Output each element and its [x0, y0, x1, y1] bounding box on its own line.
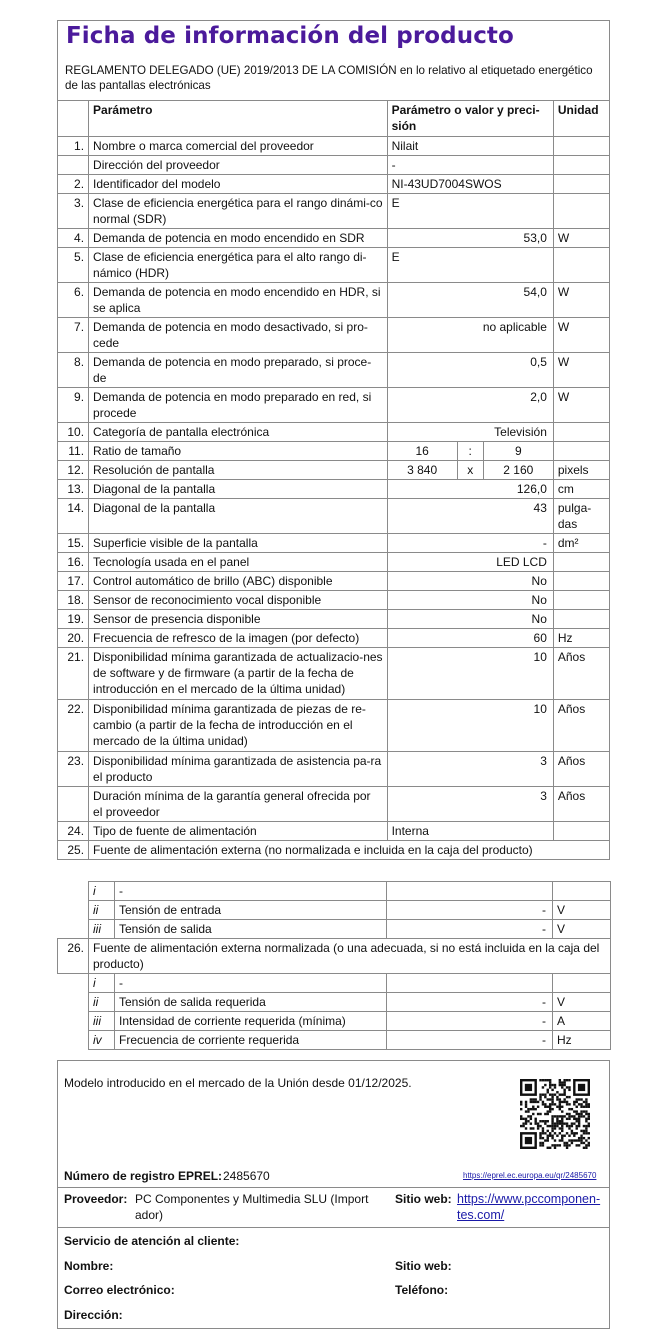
row-unit: [553, 175, 609, 194]
table-row: [58, 700, 610, 752]
row-parameter: Clase de eficiencia energética para el alto rango di-námico (HDR): [89, 248, 388, 283]
table-row: [58, 229, 610, 248]
row-number: 24.: [58, 822, 89, 841]
sub-row-roman: ii: [89, 993, 115, 1012]
sub-row-value: -: [387, 901, 553, 920]
table-row: [58, 318, 610, 353]
row-number: 21.: [58, 648, 89, 700]
header-parameter: Parámetro: [89, 101, 388, 137]
row-parameter: Demanda de potencia en modo encendido en SDR: [89, 229, 388, 248]
row-indent: [58, 993, 89, 1012]
row-unit: [553, 156, 609, 175]
sub-row-roman: i: [89, 882, 115, 901]
row-value: 53,0: [387, 229, 553, 248]
row-value: No: [387, 610, 553, 629]
table-row: [58, 553, 610, 572]
website-label: Sitio web:: [395, 1192, 452, 1206]
row-number: 22.: [58, 700, 89, 752]
table-row: [58, 591, 610, 610]
sub-row-unit: V: [553, 993, 611, 1012]
sub-row: [58, 974, 611, 993]
row-parameter: Demanda de potencia en modo encendido en HDR, si se aplica: [89, 283, 388, 318]
table-row: [58, 388, 610, 423]
row-number: 10.: [58, 423, 89, 442]
sub-row-value: -: [387, 1012, 553, 1031]
regulation-subtitle: REGLAMENTO DELEGADO (UE) 2019/2013 DE LA COMISIÓN en lo relativo al etiquetado energético de las pantallas electrónicas: [65, 64, 593, 92]
sub-row: [58, 882, 611, 901]
row-unit: W: [553, 318, 609, 353]
sub-row: [58, 993, 611, 1012]
row-number: 3.: [58, 194, 89, 229]
row-parameter: Frecuencia de refresco de la imagen (por defecto): [89, 629, 388, 648]
eprel-number: 2485670: [223, 1169, 270, 1183]
eprel-footer: [57, 1060, 610, 1329]
row-parameter: Control automático de brillo (ABC) disponible: [89, 572, 388, 591]
row-unit: [553, 610, 609, 629]
sub-row-roman: iii: [89, 1012, 115, 1031]
sub-row-parameter: Frecuencia de corriente requerida: [115, 1031, 387, 1050]
row-indent: [58, 974, 89, 993]
row-number: 12.: [58, 461, 89, 480]
table-row: [58, 787, 610, 822]
sub-row-parameter: Tensión de salida requerida: [115, 993, 387, 1012]
row-value: Nilait: [387, 137, 553, 156]
row-unit: pulga-das: [553, 499, 609, 534]
row-value-a: 16: [387, 442, 457, 461]
table-row: [58, 442, 610, 461]
sub-row: [58, 920, 611, 939]
row-parameter: Clase de eficiencia energética para el rango dinámi-co normal (SDR): [89, 194, 388, 229]
market-date-text: Modelo introducido en el mercado de la Unión desde 01/12/2025.: [64, 1076, 412, 1090]
sub-row-unit: [553, 974, 611, 993]
row-parameter: Sensor de reconocimiento vocal disponible: [89, 591, 388, 610]
website-link[interactable]: https://www.pccomponen-tes.com/: [457, 1192, 601, 1222]
row-parameter: Resolución de pantalla: [89, 461, 388, 480]
row-value: 126,0: [387, 480, 553, 499]
row-parameter: Nombre o marca comercial del proveedor: [89, 137, 388, 156]
row-unit: cm: [553, 480, 609, 499]
table-row: [58, 752, 610, 787]
row-number: 5.: [58, 248, 89, 283]
row-unit: [553, 248, 609, 283]
sub-row-value: -: [387, 920, 553, 939]
parameters-table: [57, 100, 610, 860]
row-parameter: Demanda de potencia en modo preparado en red, si procede: [89, 388, 388, 423]
row-value: Televisión: [387, 423, 553, 442]
row-unit: Años: [553, 787, 609, 822]
sub-row-parameter: -: [115, 882, 387, 901]
row-value: -: [387, 156, 553, 175]
row-unit: [553, 572, 609, 591]
row-number: 26.: [58, 939, 89, 974]
eprel-link[interactable]: https://eprel.ec.europa.eu/qr/2485670: [463, 1171, 597, 1180]
sub-row-parameter: Tensión de salida: [115, 920, 387, 939]
table-row: [58, 283, 610, 318]
row-value: -: [387, 534, 553, 553]
row-unit: Años: [553, 752, 609, 787]
row-unit: [553, 822, 609, 841]
name-label: Nombre:: [64, 1259, 114, 1273]
row-unit: Hz: [553, 629, 609, 648]
row-parameter: Fuente de alimentación externa (no normalizada e incluida en la caja del producto): [89, 841, 610, 860]
row-number: 14.: [58, 499, 89, 534]
row-value: 3: [387, 752, 553, 787]
table-row: [58, 461, 610, 480]
row-value-b: 2 160: [483, 461, 553, 480]
row-unit: W: [553, 283, 609, 318]
row-indent: [58, 920, 89, 939]
row-value-a: 3 840: [387, 461, 457, 480]
sub-row-value: -: [387, 1031, 553, 1050]
header-unit: Unidad: [553, 101, 609, 137]
row-number: 20.: [58, 629, 89, 648]
row-number: 9.: [58, 388, 89, 423]
table-row: [58, 629, 610, 648]
row-value: 43: [387, 499, 553, 534]
sub-row-value: [387, 974, 553, 993]
sub-row-parameter: -: [115, 974, 387, 993]
row-number: 23.: [58, 752, 89, 787]
row-value: LED LCD: [387, 553, 553, 572]
row-parameter: Duración mínima de la garantía general ofrecida por el proveedor: [89, 787, 388, 822]
table-row: [58, 353, 610, 388]
sub-row-unit: Hz: [553, 1031, 611, 1050]
row-number: 8.: [58, 353, 89, 388]
table-row: [58, 648, 610, 700]
table-header-row: [58, 101, 610, 137]
row-number: 17.: [58, 572, 89, 591]
row-value: E: [387, 248, 553, 283]
row-unit: dm²: [553, 534, 609, 553]
product-info-header: [57, 20, 610, 100]
sub-row-roman: iii: [89, 920, 115, 939]
row-value: 2,0: [387, 388, 553, 423]
row-value-separator: :: [457, 442, 483, 461]
row-parameter: Demanda de potencia en modo desactivado, si pro-cede: [89, 318, 388, 353]
sub-row-unit: V: [553, 901, 611, 920]
row-number: 19.: [58, 610, 89, 629]
row-value: 60: [387, 629, 553, 648]
row-parameter: Dirección del proveedor: [89, 156, 388, 175]
row-indent: [58, 882, 89, 901]
row-number: 11.: [58, 442, 89, 461]
sub-row-roman: i: [89, 974, 115, 993]
row-unit: W: [553, 388, 609, 423]
table-row: [58, 572, 610, 591]
header-value: Parámetro o valor y preci-sión: [387, 101, 553, 137]
row-value: no aplicable: [387, 318, 553, 353]
website2-label: Sitio web:: [395, 1259, 452, 1273]
sub-row-roman: iv: [89, 1031, 115, 1050]
row-number: 7.: [58, 318, 89, 353]
row-parameter: Identificador del modelo: [89, 175, 388, 194]
table-row: [58, 423, 610, 442]
row-unit: W: [553, 229, 609, 248]
table-row: [58, 939, 611, 974]
sub-row-unit: A: [553, 1012, 611, 1031]
table-row: [58, 534, 610, 553]
power-supply-table: [57, 881, 611, 1050]
table-row: [58, 175, 610, 194]
row-value: E: [387, 194, 553, 229]
sub-row: [58, 901, 611, 920]
table-row: [58, 480, 610, 499]
row-number: 25.: [58, 841, 89, 860]
row-unit: pixels: [553, 461, 609, 480]
row-value: No: [387, 572, 553, 591]
row-parameter: Ratio de tamaño: [89, 442, 388, 461]
row-parameter: Disponibilidad mínima garantizada de actualizacio-nes de software y de firmware (a partir de la fecha de introducción en el mercado de la última unidad): [89, 648, 388, 700]
row-value-b: 9: [483, 442, 553, 461]
row-unit: [553, 553, 609, 572]
row-unit: W: [553, 353, 609, 388]
sub-row-value: [387, 882, 553, 901]
row-number: 2.: [58, 175, 89, 194]
row-unit: [553, 442, 609, 461]
sub-row-parameter: Tensión de entrada: [115, 901, 387, 920]
table-row: [58, 822, 610, 841]
sub-row: [58, 1012, 611, 1031]
row-value: 0,5: [387, 353, 553, 388]
row-parameter: Demanda de potencia en modo preparado, si proce-de: [89, 353, 388, 388]
table-row: [58, 156, 610, 175]
row-parameter: Disponibilidad mínima garantizada de asistencia pa-ra el producto: [89, 752, 388, 787]
table-row: [58, 137, 610, 156]
eprel-label: Número de registro EPREL:: [64, 1169, 223, 1183]
row-unit: [553, 423, 609, 442]
qr-code-icon: [520, 1079, 590, 1149]
sub-row-parameter: Intensidad de corriente requerida (mínima): [115, 1012, 387, 1031]
row-number: 18.: [58, 591, 89, 610]
email-label: Correo electrónico:: [64, 1283, 175, 1297]
supplier-label: Proveedor:: [64, 1192, 128, 1206]
row-parameter: Diagonal de la pantalla: [89, 499, 388, 534]
row-value-separator: x: [457, 461, 483, 480]
row-indent: [58, 1031, 89, 1050]
row-value: No: [387, 591, 553, 610]
row-number: 16.: [58, 553, 89, 572]
row-value: 54,0: [387, 283, 553, 318]
row-number: [58, 156, 89, 175]
sub-row-unit: V: [553, 920, 611, 939]
row-parameter: Sensor de presencia disponible: [89, 610, 388, 629]
phone-label: Teléfono:: [395, 1283, 449, 1297]
row-number: 6.: [58, 283, 89, 318]
row-indent: [58, 1012, 89, 1031]
row-unit: [553, 591, 609, 610]
row-value: 10: [387, 648, 553, 700]
supplier-name: PC Componentes y Multimedia SLU (Import ador): [135, 1192, 369, 1222]
row-number: [58, 787, 89, 822]
sub-row-value: -: [387, 993, 553, 1012]
row-unit: Años: [553, 648, 609, 700]
sub-row-unit: [553, 882, 611, 901]
row-parameter: Disponibilidad mínima garantizada de piezas de re-cambio (a partir de la fecha de introducción en el mercado de la última unidad): [89, 700, 388, 752]
table-row: [58, 610, 610, 629]
row-indent: [58, 901, 89, 920]
row-parameter: Tipo de fuente de alimentación: [89, 822, 388, 841]
row-number: 13.: [58, 480, 89, 499]
row-number: 1.: [58, 137, 89, 156]
row-unit: [553, 194, 609, 229]
row-number: 15.: [58, 534, 89, 553]
row-unit: [553, 137, 609, 156]
table-row: [58, 499, 610, 534]
row-parameter: Tecnología usada en el panel: [89, 553, 388, 572]
row-value: 10: [387, 700, 553, 752]
row-unit: Años: [553, 700, 609, 752]
customer-service-label: Servicio de atención al cliente:: [64, 1234, 240, 1248]
row-parameter: Categoría de pantalla electrónica: [89, 423, 388, 442]
address-label: Dirección:: [64, 1308, 123, 1322]
row-value: NI-43UD7004SWOS: [387, 175, 553, 194]
row-parameter: Fuente de alimentación externa normalizada (o una adecuada, si no está incluida en la caja del producto): [89, 939, 611, 974]
table-row: [58, 194, 610, 229]
table-row: [58, 841, 610, 860]
row-parameter: Diagonal de la pantalla: [89, 480, 388, 499]
row-value: Interna: [387, 822, 553, 841]
sub-row: [58, 1031, 611, 1050]
row-value: 3: [387, 787, 553, 822]
row-number: 4.: [58, 229, 89, 248]
sub-row-roman: ii: [89, 901, 115, 920]
table-row: [58, 248, 610, 283]
row-parameter: Superficie visible de la pantalla: [89, 534, 388, 553]
page-title: Ficha de información del producto: [66, 23, 514, 49]
